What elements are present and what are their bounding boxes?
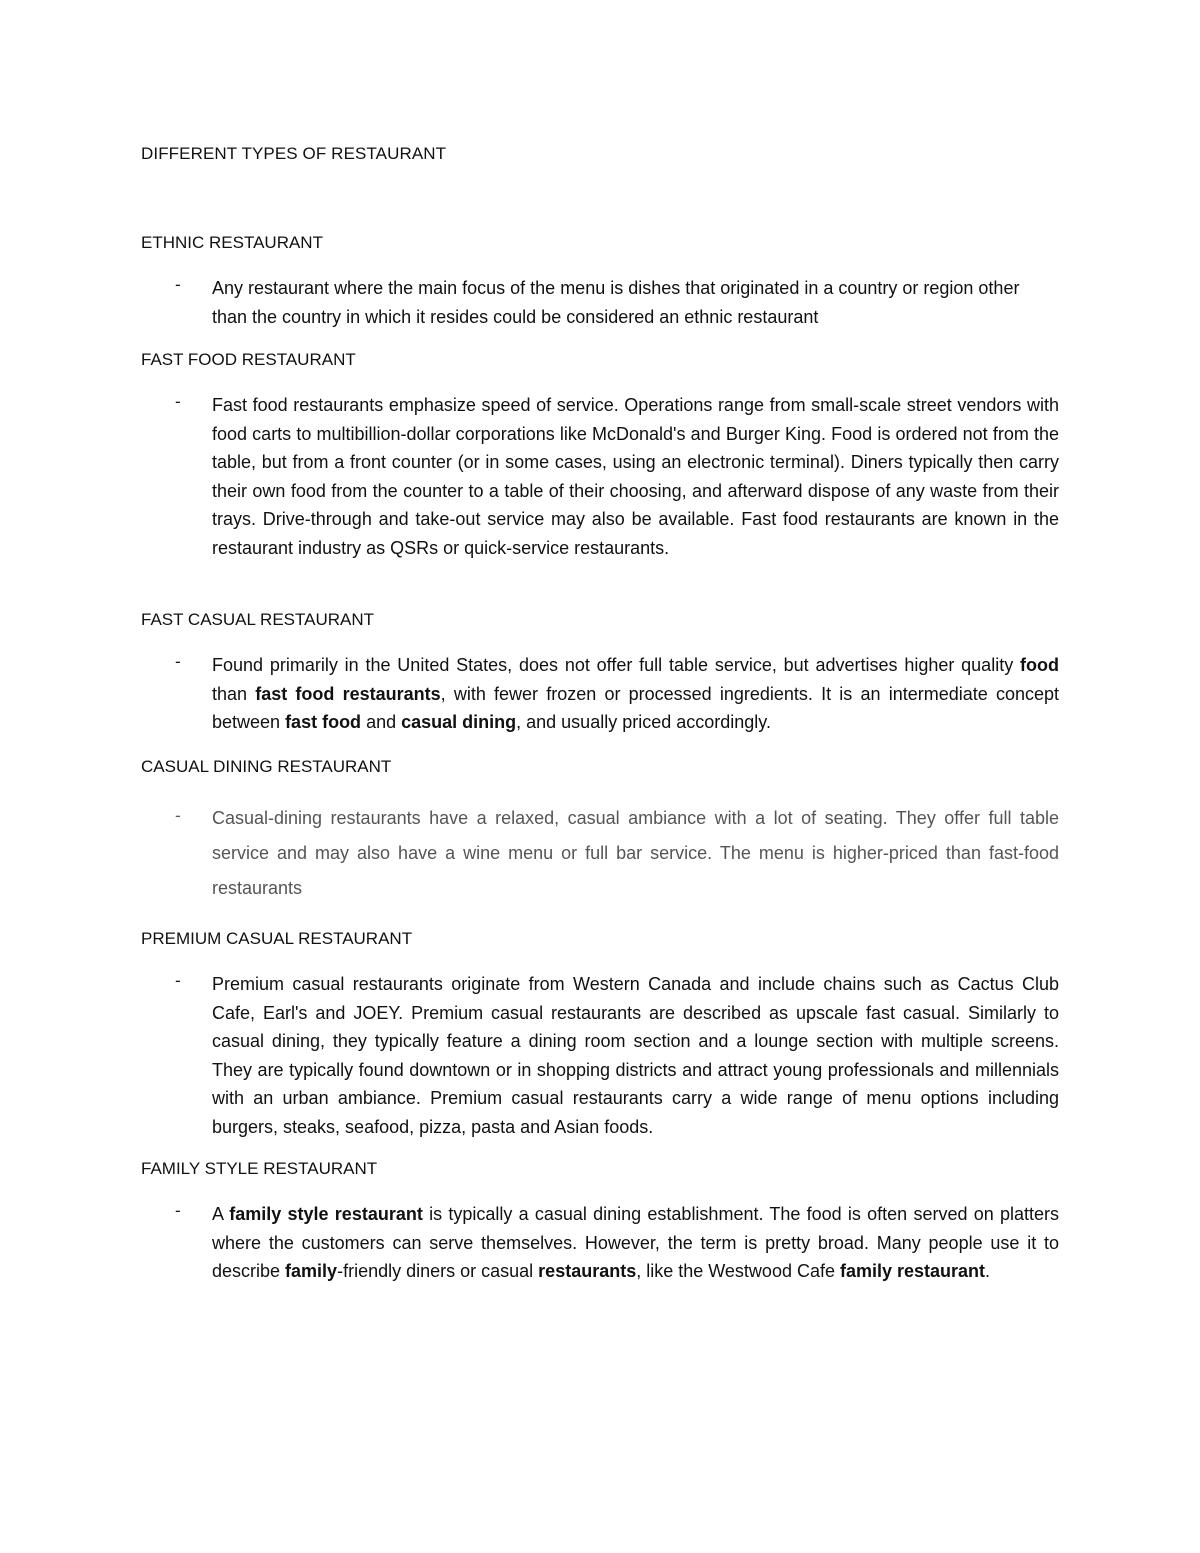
- text-run: .: [985, 1261, 991, 1281]
- dash-bullet: -: [175, 275, 181, 294]
- bold-run: fast food restaurants: [255, 683, 441, 704]
- bold-run: fast food: [285, 712, 362, 732]
- text-run: -friendly diners or casual: [337, 1261, 539, 1281]
- section-heading-fast-casual: FAST CASUAL RESTAURANT: [141, 610, 375, 629]
- bold-run: casual dining: [401, 712, 517, 732]
- section-heading-casual-dining: CASUAL DINING RESTAURANT: [141, 757, 392, 776]
- dash-bullet: -: [175, 1201, 181, 1220]
- bold-run: family restaurant: [839, 1261, 986, 1281]
- document-title: DIFFERENT TYPES OF RESTAURANT: [141, 144, 447, 163]
- bold-run: food: [1020, 655, 1059, 675]
- text-run: Found primarily in the United States, does not offer full table service, but advertises higher quality: [212, 655, 1021, 675]
- dash-bullet: -: [175, 971, 181, 990]
- section-text-family-style: [212, 1200, 1059, 1286]
- dash-bullet: -: [175, 652, 181, 671]
- text-run: , with fewer frozen or processed ingredients. It is an intermediate concept between: [212, 683, 1059, 732]
- text-run: and: [361, 712, 402, 732]
- text-run: A: [212, 1204, 230, 1224]
- text-run: than: [212, 683, 256, 704]
- section-heading-fast-food: FAST FOOD RESTAURANT: [141, 350, 356, 369]
- bold-run: family style restaurant: [229, 1204, 423, 1224]
- section-text-premium-casual: Premium casual restaurants originate from Western Canada and include chains such as Cactus Club Cafe, Earl's and JOEY. Premium casual restaurants are described as upscale fast casual. Similarly to casual dining, they typically feature a dining room section and a lounge section with multiple screens. They are typically found downtown or in shopping districts and attract young professionals and millennials with an urban ambiance. Premium casual restaurants carry a wide range of menu options including burgers, steaks, seafood, pizza, pasta and Asian foods.: [212, 974, 1059, 1137]
- section-heading-premium-casual: PREMIUM CASUAL RESTAURANT: [141, 929, 413, 948]
- dash-bullet: -: [175, 392, 181, 411]
- section-text-fast-casual: [212, 651, 1059, 737]
- section-text-ethnic: Any restaurant where the main focus of the menu is dishes that originated in a country or region other than the country in which it resides could be considered an ethnic restaurant: [212, 278, 1020, 327]
- bold-run: restaurants: [538, 1261, 637, 1281]
- section-heading-family-style: FAMILY STYLE RESTAURANT: [141, 1159, 378, 1178]
- section-heading-ethnic: ETHNIC RESTAURANT: [141, 233, 323, 252]
- text-run: is typically a casual dining establishment. The food is often served on platters where the customers can serve themselves. However, the term is pretty broad. Many people use it to describe: [212, 1204, 1059, 1281]
- text-run: , like the Westwood Cafe: [636, 1261, 840, 1281]
- dash-bullet: -: [175, 806, 181, 825]
- text-run: , and usually priced accordingly.: [516, 712, 771, 732]
- section-text-casual-dining: Casual-dining restaurants have a relaxed, casual ambiance with a lot of seating. They offer full table service and may also have a wine menu or full bar service. The menu is higher-priced than fast-food restaurants: [212, 808, 1059, 898]
- bold-run: family: [285, 1261, 338, 1281]
- section-text-fast-food: Fast food restaurants emphasize speed of service. Operations range from small-scale street vendors with food carts to multibillion-dollar corporations like McDonald's and Burger King. Food is ordered not from the table, but from a front counter (or in some cases, using an electronic terminal). Diners typically then carry their own food from the counter to a table of their choosing, and afterward dispose of any waste from their trays. Drive-through and take-out service may also be available. Fast food restaurants are known in the restaurant industry as QSRs or quick-service restaurants.: [212, 395, 1059, 558]
